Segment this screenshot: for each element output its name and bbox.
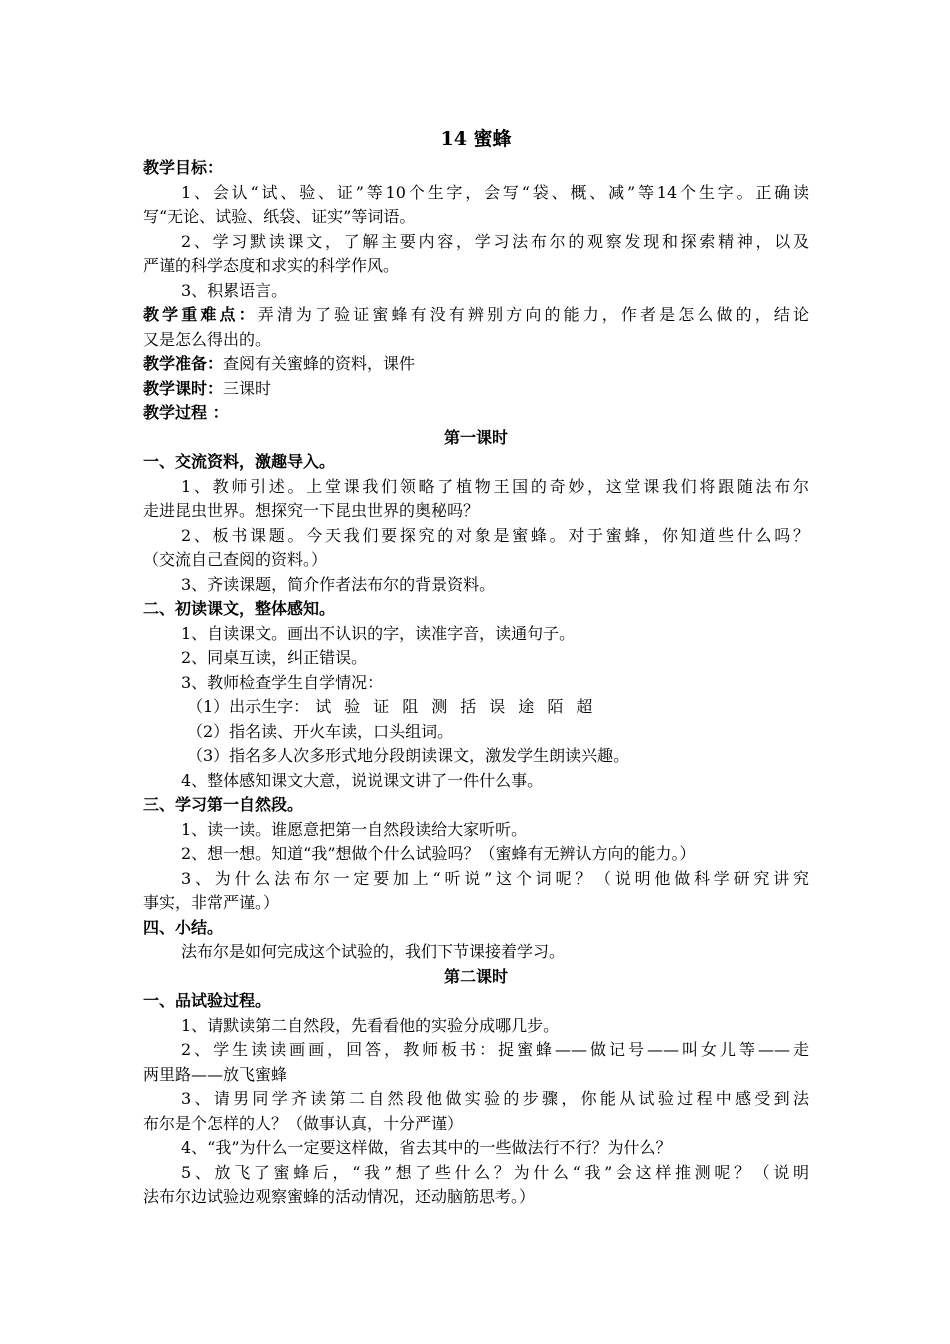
l2-item-3-line-2: 布尔是个怎样的人？（做事认真，十分严谨）: [143, 1113, 464, 1133]
prep-label: 教学准备：: [143, 354, 224, 373]
goals-heading: 教学目标：: [143, 158, 224, 177]
difficulty-line-2: 又是怎么得出的。: [143, 329, 272, 349]
s4-summary: 法布尔是如何完成这个试验的，我们下节课接着学习。: [181, 942, 566, 961]
s2-item-3-3: （3）指名多人次多形式地分段朗读课文，激发学生朗读兴趣。: [187, 746, 630, 765]
new-char: 阻: [402, 697, 419, 716]
s3-item-3-line-2: 事实，非常严谨。）: [143, 893, 280, 912]
section-4-heading: 四、小结。: [143, 917, 224, 937]
document-title: 14 蜜蜂: [440, 128, 512, 150]
new-char: 途: [518, 697, 535, 716]
new-char: 误: [489, 697, 506, 716]
l2-item-1: 1、请默读第二自然段，先看看他的实验分成哪几步。: [181, 1015, 560, 1035]
s1-item-2-line-2: （交流自己查阅的资料。）: [143, 550, 328, 569]
prep-line: [143, 352, 809, 377]
hours-line: [143, 377, 809, 402]
document-page: [143, 122, 809, 1210]
new-char: 验: [344, 697, 361, 716]
goal-1-line-1: 1、会认“试、验、证”等10个生字，会写“袋、概、减”等14个生字。正确读: [181, 182, 809, 202]
s2-item-3-1: [143, 695, 809, 720]
s3-item-3-line-1: 3、为什么法布尔一定要加上“听说”这个词呢？（说明他做科学研究讲究: [181, 868, 809, 888]
goal-2-line-1: 2、学习默读课文，了解主要内容，学习法布尔的观察发现和探索精神，以及: [181, 231, 809, 251]
s1-item-1-line-2: 走进昆虫世界。想探究一下昆虫世界的奥秘吗？: [143, 501, 480, 520]
section-1-heading: 一、交流资料，激趣导入。: [143, 452, 336, 471]
l2-section-1-heading: 一、品试验过程。: [143, 991, 272, 1010]
lesson-1-heading: 第一课时: [443, 427, 508, 447]
new-chars-label: （1）出示生字：: [187, 697, 310, 716]
goal-2-line-2: 严谨的科学态度和求实的科学作风。: [143, 256, 400, 275]
new-char: 试: [315, 697, 332, 716]
s1-item-1-line-1: 1、教师引述。上堂课我们领略了植物王国的奇妙，这堂课我们将跟随法布尔: [181, 476, 809, 496]
new-char: 证: [373, 697, 390, 716]
s3-item-1: 1、读一读。谁愿意把第一自然段读给大家听听。: [181, 819, 528, 839]
section-3-heading: 三、学习第一自然段。: [143, 795, 304, 814]
s2-item-2: 2、同桌互读，纠正错误。: [181, 648, 368, 667]
s1-item-3: 3、齐读课题，简介作者法布尔的背景资料。: [181, 574, 496, 594]
s1-item-2-line-1: 2、板书课题。今天我们要探究的对象是蜜蜂。对于蜜蜂，你知道些什么吗？: [181, 525, 809, 545]
new-char: 括: [460, 697, 477, 716]
l2-item-5-line-2: 法布尔边试验边观察蜜蜂的活动情况，还动脑筋思考。）: [143, 1187, 536, 1206]
l2-item-5-line-1: 5、放飞了蜜蜂后，“我”想了些什么？为什么“我”会这样推测呢？（说明: [181, 1162, 809, 1182]
s2-item-1: 1、自读课文。画出不认识的字，读准字音，读通句子。: [181, 623, 576, 643]
l2-item-2-line-1: 2、学生读读画画，回答，教师板书：捉蜜蜂——做记号——叫女儿等——走: [181, 1040, 809, 1059]
hours-text: 三课时: [223, 378, 272, 398]
l2-item-3-line-1: 3、请男同学齐读第二自然段他做实验的步骤，你能从试验过程中感受到法: [181, 1089, 809, 1108]
hours-label: 教学课时：: [143, 378, 224, 398]
new-char: 陌: [547, 697, 564, 716]
lesson-2-heading: 第二课时: [443, 966, 508, 986]
l2-item-4: 4、“我”为什么一定要这样做，省去其中的一些做法行不行？为什么？: [181, 1138, 672, 1157]
new-char: 测: [431, 697, 448, 716]
goal-1-line-2: 写“无论、试验、纸袋、证实”等词语。: [143, 207, 416, 226]
l2-item-2-line-2: 两里路——放飞蜜蜂: [143, 1064, 288, 1084]
difficulty-line-1: [143, 303, 809, 328]
prep-text: 查阅有关蜜蜂的资料，课件: [223, 354, 416, 373]
goal-3: 3、积累语言。: [181, 280, 288, 300]
s2-item-3: 3、教师检查学生自学情况：: [181, 672, 384, 692]
difficulty-label: 教学重难点：: [143, 305, 258, 324]
new-char: 超: [576, 697, 593, 716]
section-2-heading: 二、初读课文，整体感知。: [143, 599, 336, 618]
difficulty-text: 弄清为了验证蜜蜂有没有辨别方向的能力，作者是怎么做的，结论: [257, 305, 809, 324]
s2-item-3-2: （2）指名读、开火车读，口头组词。: [187, 721, 454, 741]
process-heading: 教学过程 ：: [143, 403, 229, 422]
s3-item-2: 2、想一想。知道“我”想做个什么试验吗？（蜜蜂有无辨认方向的能力。）: [181, 844, 696, 863]
s2-item-4: 4、整体感知课文大意，说说课文讲了一件什么事。: [181, 770, 544, 790]
